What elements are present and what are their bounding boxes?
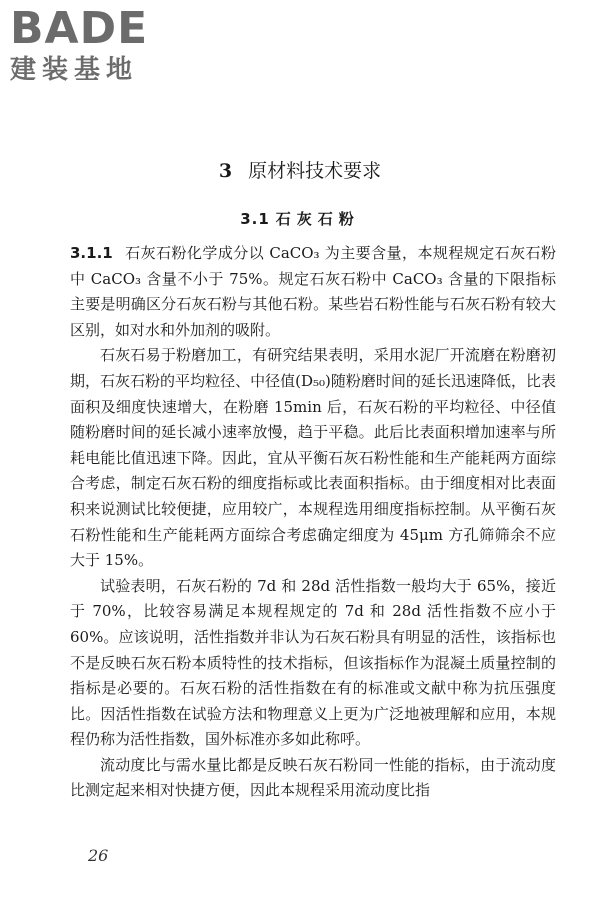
body-text xyxy=(70,241,556,804)
chapter-title-text: 原材料技术要求 xyxy=(248,160,382,182)
logo-latin-text: BADE xyxy=(10,3,149,54)
chapter-title xyxy=(0,157,600,185)
paragraph-1 xyxy=(70,241,556,343)
section-number: 3.1 xyxy=(240,210,270,228)
page-number: 26 xyxy=(88,846,109,865)
paragraph-2: 石灰石易于粉磨加工，有研究结果表明，采用水泥厂开流磨在粉磨初期，石灰石粉的平均粒径、中径值(D₅₀)随粉磨时间的延长迅速降低，比表面积及细度快速增大，在粉磨 15min 后，石灰石粉的平均粒径、中径值随粉磨时间的延长减小速率放慢，趋于平稳。此后比表面积增加速率与所耗电能比值迅速下降。因此，宜从平衡石灰石粉性能和生产能耗两方面综合考虑，制定石灰石粉的细度指标或比表面积指标。由于细度相对比表面积来说测试比较便捷，应用较广，本规程选用细度指标控制。从平衡石灰石粉性能和生产能耗两方面综合考虑确定细度为 45μm 方孔筛筛余不应大于 15%。 xyxy=(70,346,556,570)
paragraph-3: 试验表明，石灰石粉的 7d 和 28d 活性指数一般均大于 65%，接近于 70%，比较容易满足本规程规定的 7d 和 28d 活性指数不应小于 60%。应该说明，活性指数并非认为石灰石粉具有明显的活性，该指标也不是反映石灰石粉本质特性的技术指标，但该指标作为混凝土质量控制的指标是必要的。石灰石粉的活性指数在有的标准或文献中称为抗压强度比。因活性指数在试验方法和物理意义上更为广泛地被理解和应用，本规程仍称为活性指数，国外标准亦多如此称呼。 xyxy=(70,576,556,749)
section-title-text: 石灰石粉 xyxy=(275,210,360,228)
paragraph-4: 流动度比与需水量比都是反映石灰石粉同一性能的指标，由于流动度比测定起来相对快捷方便，因此本规程采用流动度比指 xyxy=(70,755,556,800)
chapter-number: 3 xyxy=(218,160,233,182)
bade-logo xyxy=(10,3,149,86)
section-title xyxy=(0,208,600,229)
logo-chinese-text: 建装基地 xyxy=(10,55,139,85)
paragraph-1-text: 石灰石粉化学成分以 CaCO₃ 为主要含量，本规程规定石灰石粉中 CaCO₃ 含量不小于 75%。规定石灰石粉中 CaCO₃ 含量的下限指标主要是明确区分石灰石粉与其他石粉。某些岩石粉性能与石灰石粉有较大区别，如对水和外加剂的吸附。 xyxy=(70,244,556,339)
clause-number: 3.1.1 xyxy=(70,244,113,262)
